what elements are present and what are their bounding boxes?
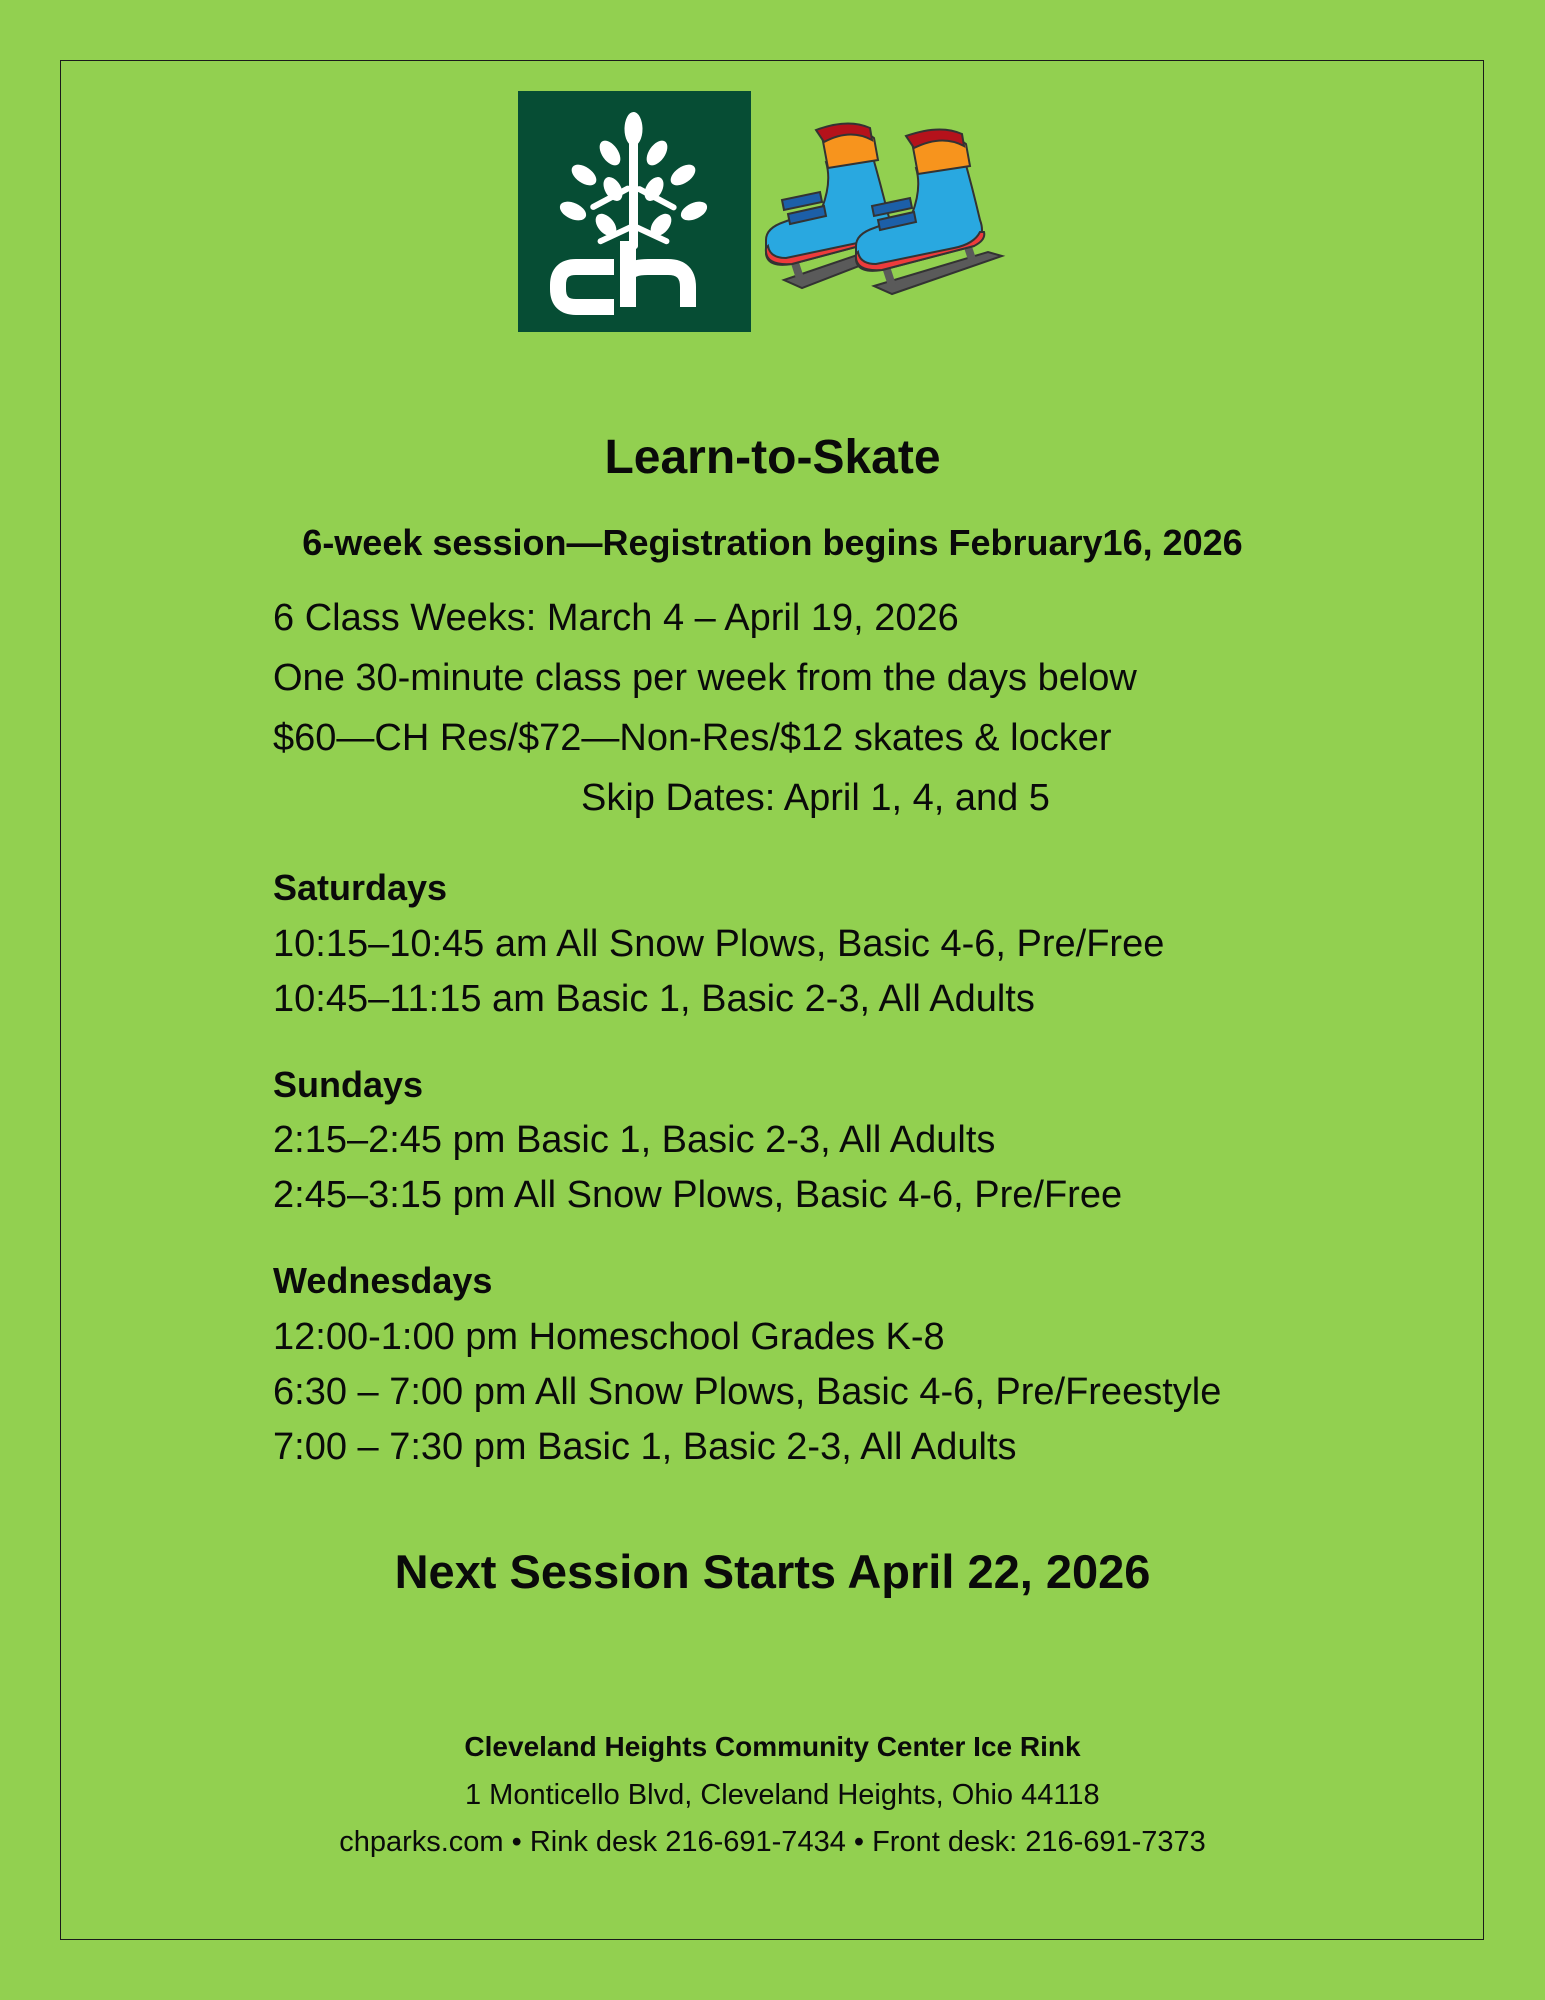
registration-subtitle: 6-week session—Registration begins February16, 2026 [302,522,1243,563]
rink-address: 1 Monticello Blvd, Cleveland Heights, Ohio 44118 [465,1779,1100,1811]
wednesday-slot: 7:00 – 7:30 pm Basic 1, Basic 2-3, All Adults [273,1426,1017,1468]
sunday-slot: 2:15–2:45 pm Basic 1, Basic 2-3, All Adults [273,1119,996,1161]
sunday-slot: 2:45–3:15 pm All Snow Plows, Basic 4-6, Pre/Free [273,1174,1123,1216]
class-weeks-text: 6 Class Weeks: March 4 – April 19, 2026 [273,597,959,639]
next-session-text: Next Session Starts April 22, 2026 [394,1545,1151,1598]
saturdays-heading: Saturdays [273,867,448,908]
sundays-heading: Sundays [273,1064,424,1105]
wednesdays-heading: Wednesdays [273,1260,493,1301]
wednesday-slot: 6:30 – 7:00 pm All Snow Plows, Basic 4-6, Pre/Freestyle [273,1371,1222,1413]
saturday-slot: 10:15–10:45 am All Snow Plows, Basic 4-6, Pre/Free [273,923,1165,965]
pricing-text: $60—CH Res/$72—Non-Res/$12 skates & locker [273,717,1112,759]
ch-tree-logo-icon [518,91,751,332]
wednesday-slot: 12:00-1:00 pm Homeschool Grades K-8 [273,1316,945,1358]
ice-skates-icon [762,122,1020,300]
contact-info: chparks.com • Rink desk 216-691-7434 • Front desk: 216-691-7373 [339,1826,1206,1858]
frequency-text: One 30-minute class per week from the days below [273,657,1137,699]
saturday-slot: 10:45–11:15 am Basic 1, Basic 2-3, All Adults [273,978,1035,1020]
skip-dates-text: Skip Dates: April 1, 4, and 5 [581,777,1050,819]
page-title: Learn-to-Skate [604,431,941,484]
rink-name: Cleveland Heights Community Center Ice Rink [464,1731,1081,1762]
